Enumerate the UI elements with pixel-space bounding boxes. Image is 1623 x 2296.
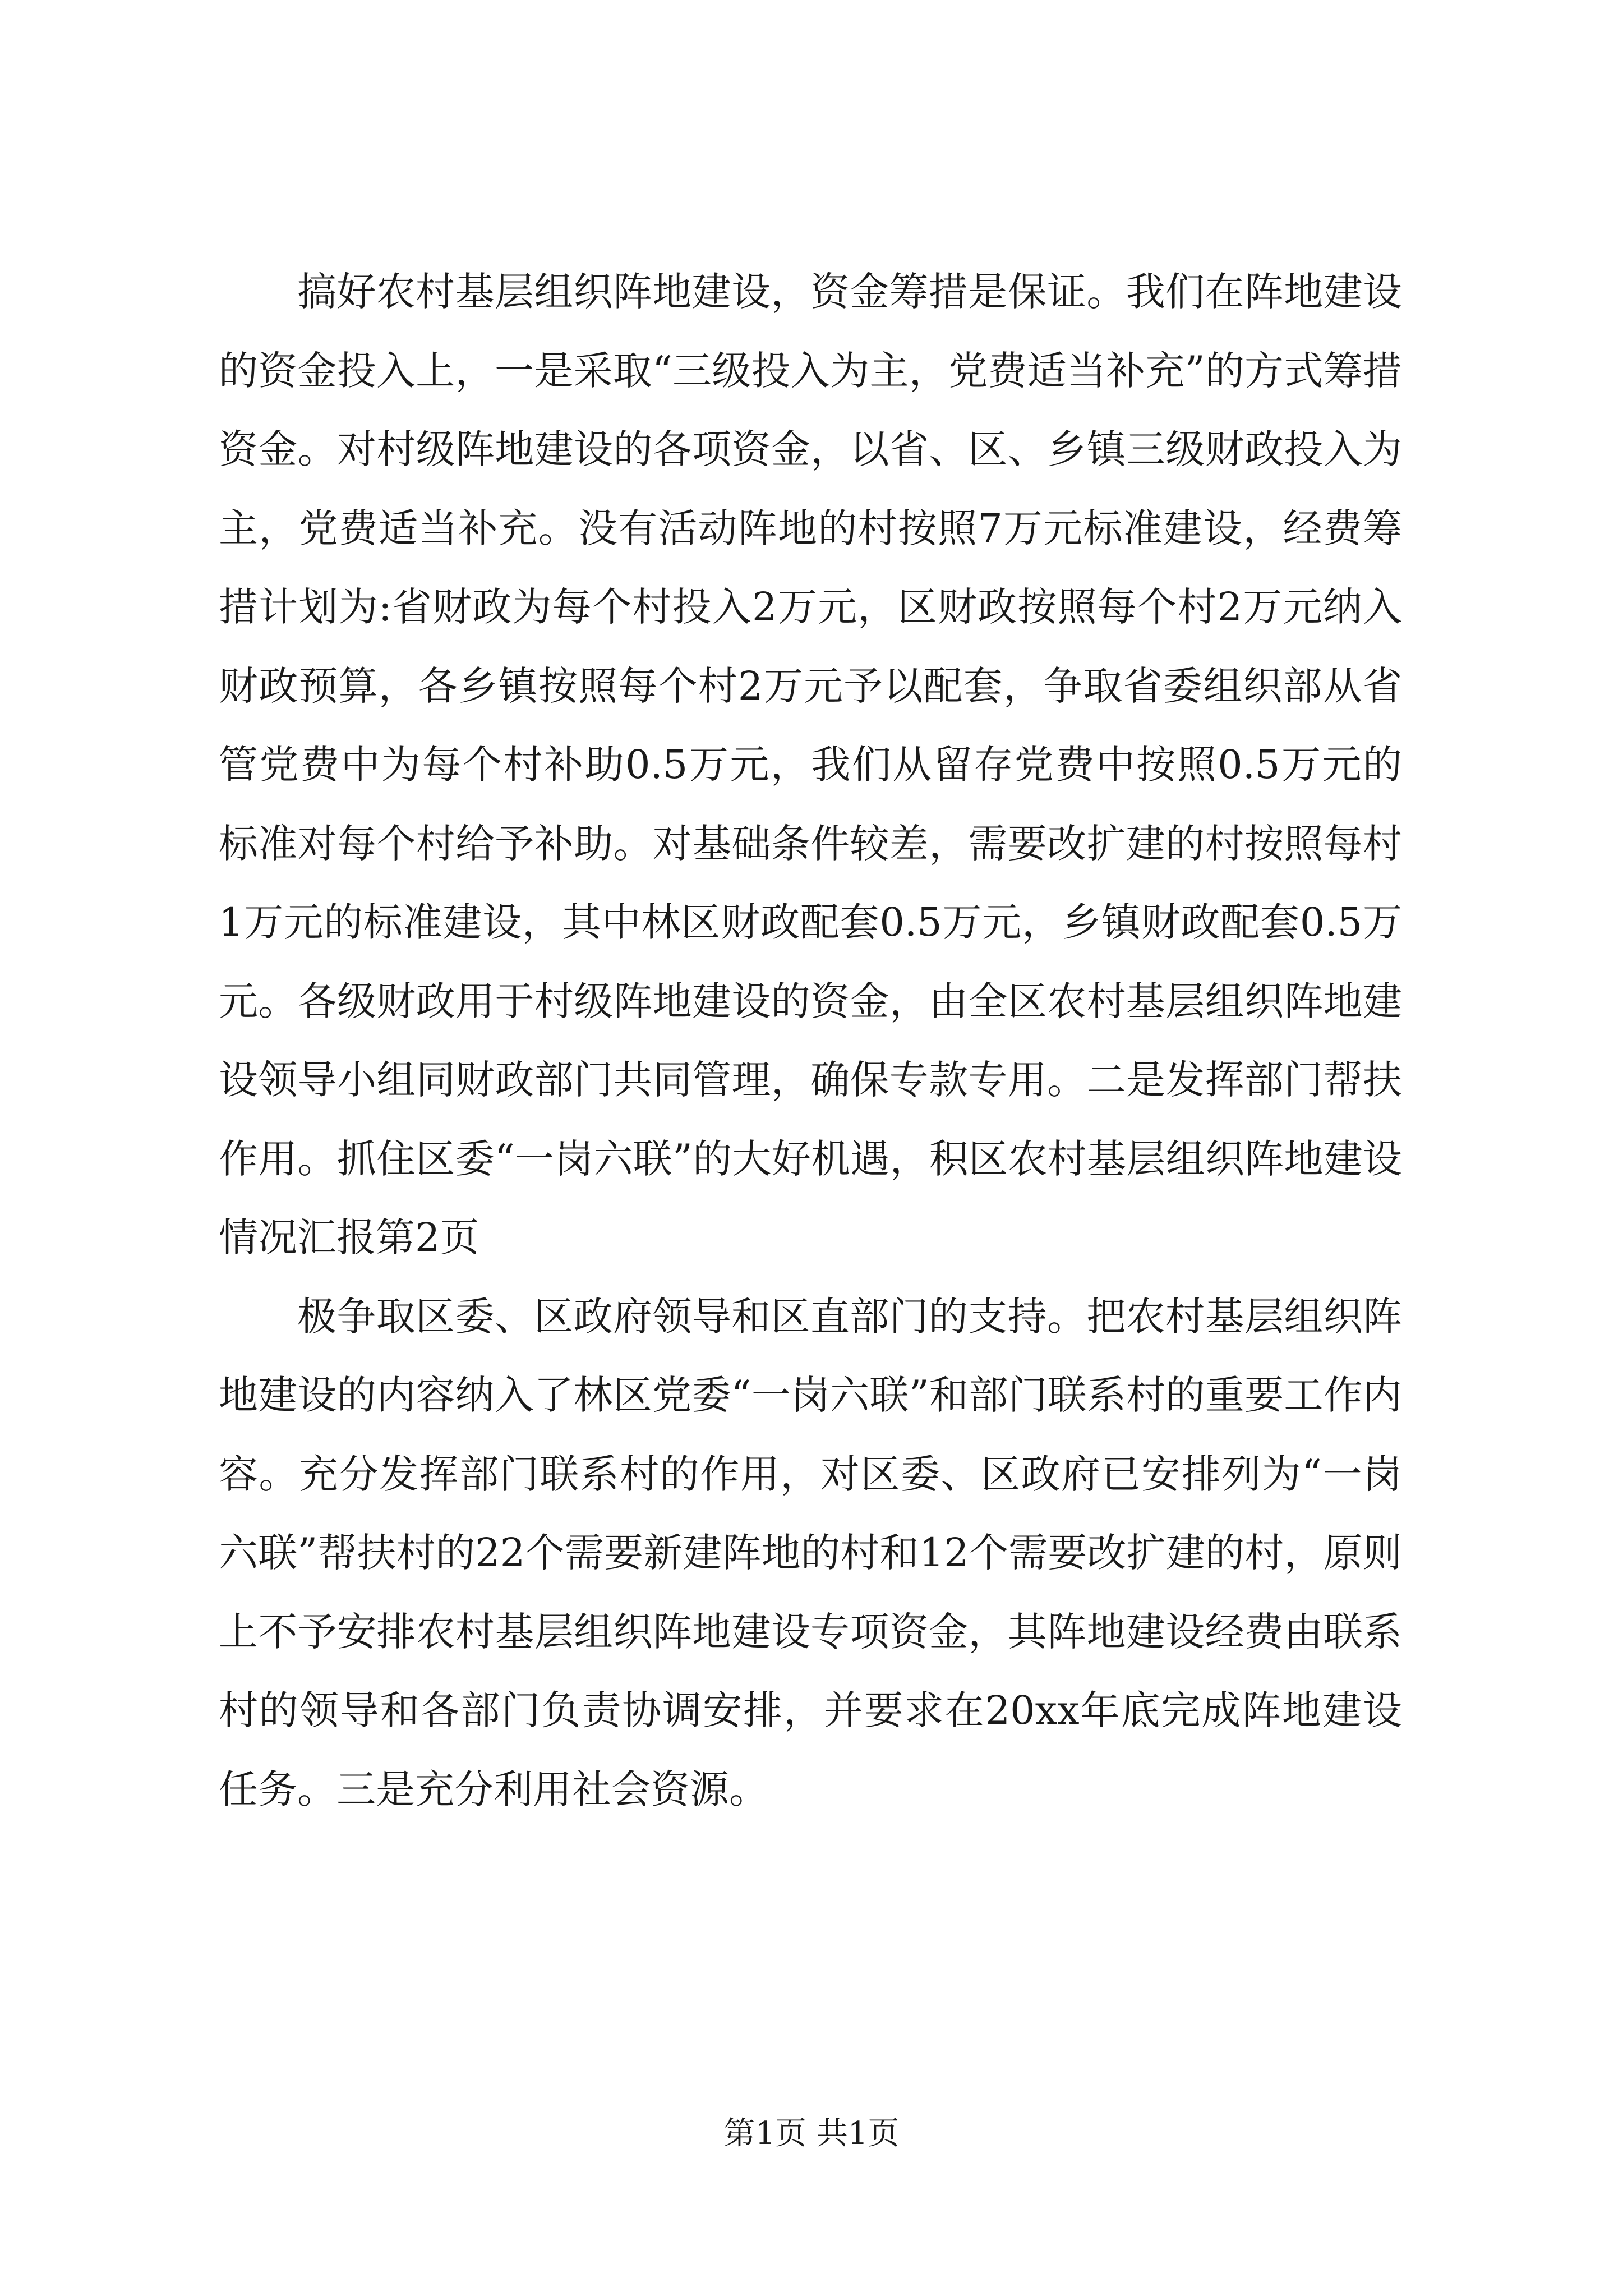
paragraph-1: 搞好农村基层组织阵地建设，资金筹措是保证。我们在阵地建设的资金投入上，一是采取“三级投入为主，党费适当补充”的方式筹措资金。对村级阵地建设的各项资金，以省、区、乡镇三级财政投入为主，党费适当补充。没有活动阵地的村按照7万元标准建设，经费筹措计划为:省财政为每个村投入2万元，区财政按照每个村2万元纳入财政预算，各乡镇按照每个村2万元予以配套，争取省委组织部从省管党费中为每个村补助0.5万元，我们从留存党费中按照0.5万元的标准对每个村给予补助。对基础条件较差，需要改扩建的村按照每村1万元的标准建设，其中林区财政配套0.5万元，乡镇财政配套0.5万元。各级财政用于村级阵地建设的资金，由全区农村基层组织阵地建设领导小组同财政部门共同管理，确保专款专用。二是发挥部门帮扶作用。抓住区委“一岗六联”的大好机遇，积区农村基层组织阵地建设情况汇报第2页 <box>219 269 1402 1260</box>
page-footer: 第1页 共1页 <box>723 2115 900 2152</box>
paragraph-2: 极争取区委、区政府领导和区直部门的支持。把农村基层组织阵地建设的内容纳入了林区党委“一岗六联”和部门联系村的重要工作内容。充分发挥部门联系村的作用，对区委、区政府已安排列为“一岗六联”帮扶村的22个需要新建阵地的村和12个需要改扩建的村，原则上不予安排农村基层组织阵地建设专项资金，其阵地建设经费由联系村的领导和各部门负责协调安排，并要求在20xx年底完成阵地建设任务。三是充分利用社会资源。 <box>219 1293 1402 1812</box>
document-body <box>219 252 1402 1829</box>
